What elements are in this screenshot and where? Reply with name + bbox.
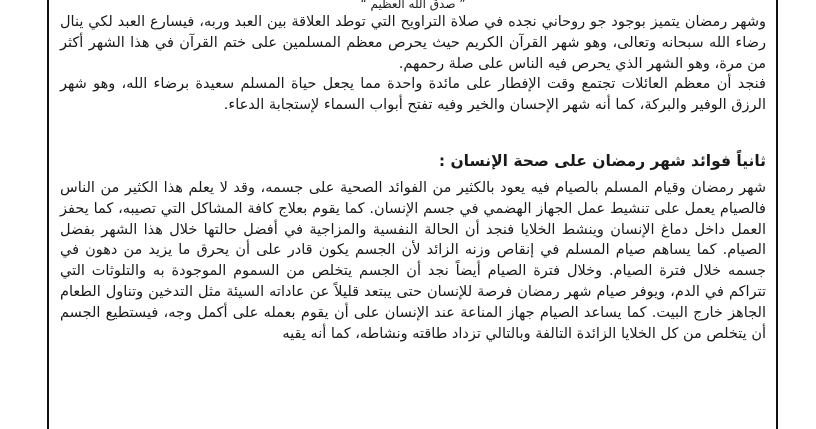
right-border-line [776, 0, 778, 429]
quran-quote: ” صدق الله العظيم “ [360, 0, 466, 11]
left-border-line [47, 0, 49, 429]
paragraph-family-gathering: فنجد أن معظم العائلات تجتمع وقت الإفطار على مائدة واحدة مما يجعل حياة المسلم سعيدة برضاء الله، وهو شهر الرزق الوفير والبركة، كما أنه شهر الإحسان والخير وفيه تفتح أبواب السماء لإستجابة الدعاء. [60, 76, 766, 114]
article-body [60, 0, 766, 344]
paragraph-health-benefits: شهر رمضان وقيام المسلم بالصيام فيه يعود بالكثير من الفوائد الصحية على جسمه، وقد لا يعلم هذا الكثير من الناس فالصيام يعمل على تنشيط عمل الجهاز الهضمي في جسم الإنسان. كما يقوم بعلاج كافة المشاكل التي تصيبه، كما يحفز العمل داخل دماغ الإنسان وينشط الخلايا فنجد أن الحالة النفسية والمزاجية في أفضل حالتها خلال هذا الشهر بفضل الصيام. كما يساهم صيام المسلم في إنقاص وزنه الزائد لأن الجسم يكون قادر على أن يحرق ما يزيد من دهون في جسمه خلال فترة الصيام. وخلال فترة الصيام أيضاً نجد أن الجسم يتخلص من السموم الموجودة به والتلوثات التي تتراكم في الدم، ويوفر صيام شهر رمضان فرصة للإنسان حتى يبتعد قليلاً عن عاداته السيئة مثل التدخين وتناول الطعام الجاهز خارج البيت. كما يساعد الصيام جهاز المناعة عند الإنسان على أن يقوم بعمله على أكمل وجه، فيستطيع الجسم أن يتخلص من كل الخلايا الزائدة التالفة وبالتالي تزداد طاقته ونشاطه، كما أنه يقيه [60, 179, 766, 342]
section-heading-health-benefits: ثانياً فوائد شهر رمضان على صحة الإنسان : [438, 151, 766, 170]
paragraph-ramadan-spiritual: وشهر رمضان يتميز بوجود جو روحاني نجده في صلاة التراويح التي توطد العلاقة بين العبد وربه، فيسارع العبد لكي ينال رضاء الله سبحانه وتعالى، وهو شهر القرآن الكريم حيث يحرص معظم المسلمين على ختم القرآن في هذا الشهر أكثر من مرة، وهو الشهر الذي يحرص فيه الناس على صلة رحمهم. [60, 14, 766, 72]
